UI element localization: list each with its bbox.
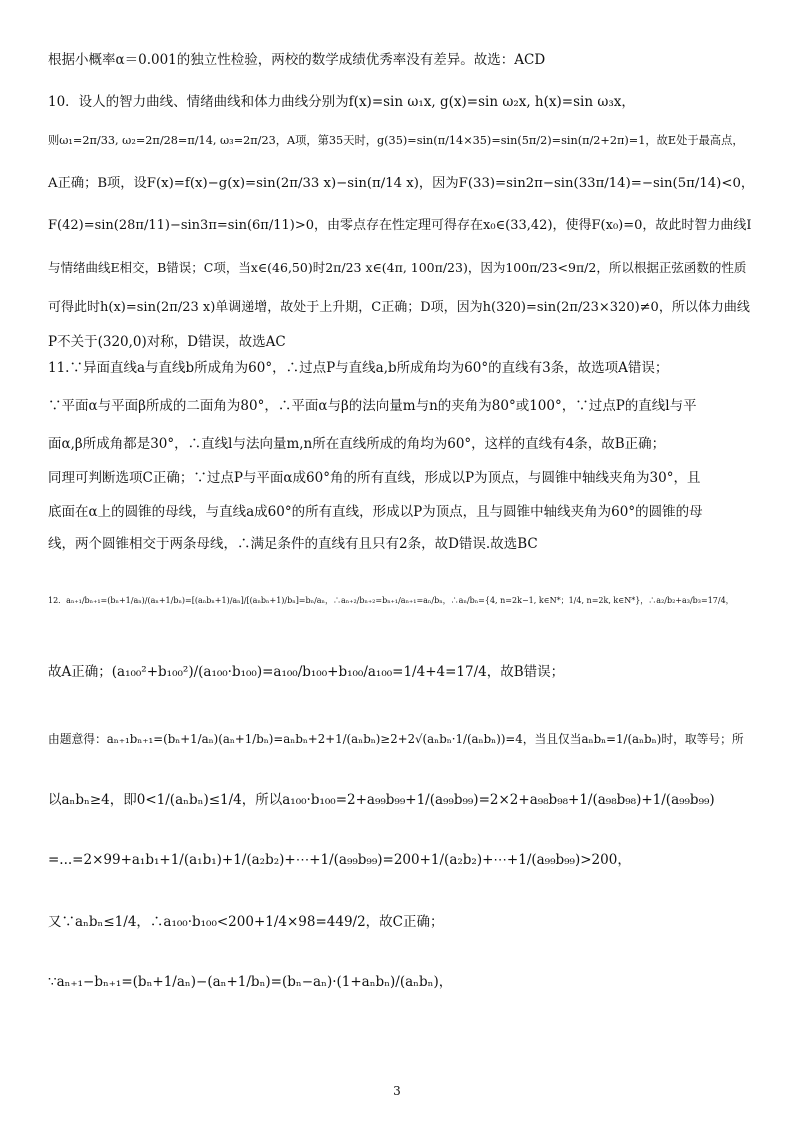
text-line: A正确；B项，设F(x)=f(x)−g(x)=sin(2π/33 x)−sin(π/14 x)，因为F(33)=sin2π−sin(33π/14)=−sin(5π/14)<0， <box>48 176 755 191</box>
text-line: 12．aₙ₊₁/bₙ₊₁=(bₙ+1/aₙ)/(aₙ+1/bₙ)=[(aₙbₙ+1)/aₙ]/[(aₙbₙ+1)/bₙ]=bₙ/aₙ，∴aₙ₊₂/bₙ₊₂=bₙ₊₁/aₙ₊₁=aₙ/bₙ，∴aₙ/bₙ={4, n=2k−1, k∈N*；1/4, n=2k, k∈N*}，∴a₂/b₂+a₃/b₃=17/4， <box>48 596 734 605</box>
text-line: 与情绪曲线E相交，B错误；C项，当x∈(46,50)时2π/23 x∈(4π, 100π/23)，因为100π/23<9π/2，所以根据正弦函数的性质 <box>48 260 747 275</box>
text-line: 可得此时h(x)=sin(2π/23 x)单调递增，故处于上升期，C正确；D项，因为h(320)=sin(2π/23×320)≠0，所以体力曲线 <box>48 300 750 315</box>
text-line: 11.∵异面直线a与直线b所成角为60°，∴过点P与直线a,b所成角均为60°的直线有3条，故选项A错误； <box>48 360 669 376</box>
text-line: ∵平面α与平面β所成的二面角为80°，∴平面α与β的法向量m与n的夹角为80°或100°，∵过点P的直线l与平 <box>48 398 697 414</box>
text-line: =...=2×99+a₁b₁+1/(a₁b₁)+1/(a₂b₂)+⋯+1/(a₉₉b₉₉)=200+1/(a₂b₂)+⋯+1/(a₉₉b₉₉)>200， <box>48 852 631 868</box>
text-line: 又∵aₙbₙ≤1/4，∴a₁₀₀·b₁₀₀<200+1/4×98=449/2，故C正确； <box>48 914 444 930</box>
text-line: 根据小概率α＝0.001的独立性检验，两校的数学成绩优秀率没有差异。故选：ACD <box>48 52 546 68</box>
text-line: 同理可判断选项C正确；∵过点P与平面α成60°角的所有直线，形成以P为顶点，与圆锥中轴线夹角为30°，且 <box>48 470 701 486</box>
text-line: P不关于(320,0)对称，D错误，故选AC <box>48 334 286 350</box>
text-line: 面α,β所成角都是30°，∴直线l与法向量m,n所在直线所成的角均为60°，这样的直线有4条，故B正确； <box>48 436 666 452</box>
text-line: ∵aₙ₊₁−bₙ₊₁=(bₙ+1/aₙ)−(aₙ+1/bₙ)=(bₙ−aₙ)·(1+aₙbₙ)/(aₙbₙ)， <box>48 974 453 990</box>
text-line: 故A正确；(a₁₀₀²+b₁₀₀²)/(a₁₀₀·b₁₀₀)=a₁₀₀/b₁₀₀+b₁₀₀/a₁₀₀=1/4+4=17/4，故B错误； <box>48 664 565 680</box>
text-line: 以aₙbₙ≥4，即0<1/(aₙbₙ)≤1/4，所以a₁₀₀·b₁₀₀=2+a₉₉b₉₉+1/(a₉₉b₉₉)=2×2+a₉₈b₉₈+1/(a₉₈b₉₈)+1/(a₉₉b₉₉) <box>48 792 715 808</box>
page-number: 3 <box>393 1084 401 1098</box>
text-line: 10．设人的智力曲线、情绪曲线和体力曲线分别为f(x)=sin ω₁x, g(x)=sin ω₂x, h(x)=sin ω₃x， <box>48 94 635 110</box>
text-line: F(42)=sin(28π/11)−sin3π=sin(6π/11)>0，由零点存在性定理可得存在x₀∈(33,42)，使得F(x₀)=0，故此时智力曲线I <box>48 218 752 233</box>
text-line: 则ω₁=2π/33, ω₂=2π/28=π/14, ω₃=2π/23，A项，第35天时，g(35)=sin(π/14×35)=sin(5π/2)=sin(π/2+2π)=1，故E处于最高点， <box>48 134 744 147</box>
text-line: 底面在α上的圆锥的母线，与直线a成60°的所有直线，形成以P为顶点，且与圆锥中轴线夹角为60°的圆锥的母 <box>48 504 703 520</box>
text-line: 线，两个圆锥相交于两条母线，∴满足条件的直线有且只有2条，故D错误.故选BC <box>48 536 538 552</box>
text-line: 由题意得：aₙ₊₁bₙ₊₁=(bₙ+1/aₙ)(aₙ+1/bₙ)=aₙbₙ+2+1/(aₙbₙ)≥2+2√(aₙbₙ·1/(aₙbₙ))=4，当且仅当aₙbₙ=1/(aₙbₙ)时，取等号；所 <box>48 732 744 746</box>
